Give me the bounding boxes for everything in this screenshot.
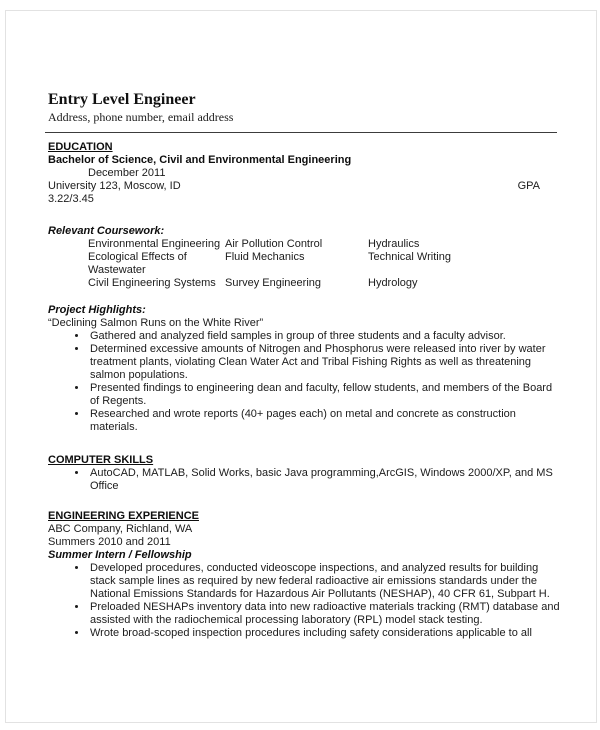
company-line: ABC Company, Richland, WA [48,523,193,535]
coursework-item: Technical Writing [368,251,451,263]
school-name: University 123, Moscow, ID [48,180,181,192]
bullet-item: • Determined excessive amounts of Nitrogen and Phosphorus were released into river by water treatment plants, violating Clean Water Act and Tribal Fishing Rights as well as threatening salmon populations. [88,343,560,382]
coursework-item: Fluid Mechanics [225,251,305,263]
bullet-item: • Presented findings to engineering dean and faculty, fellow students, and members of the Board of Regents. [88,382,560,408]
resume-title: Entry Level Engineer [48,91,196,108]
coursework-row [48,277,560,290]
project-title: “Declining Salmon Runs on the White River” [48,317,264,329]
section-projects [48,304,560,434]
section-computer-skills [48,454,560,493]
coursework-row [48,251,560,277]
section-education [48,141,560,206]
resume-document [48,0,560,640]
computer-skills-heading: COMPUTER SKILLS [48,454,154,466]
coursework-item: Environmental Engineering [88,238,221,250]
experience-heading: ENGINEERING EXPERIENCE [48,510,199,522]
school-line [48,180,560,193]
coursework-item: Hydrology [368,277,418,289]
section-coursework [48,225,560,290]
education-heading: EDUCATION [48,141,113,153]
bullet-item: • Researched and wrote reports (40+ pages each) on metal and concrete as construction materials. [88,408,560,434]
header-divider [45,132,557,133]
bullet-item: • Preloaded NESHAPs inventory data into new radioactive materials tracking (RMT) database and assisted with the radiochemical processing laboratory (RPL) model stack testing. [88,601,560,627]
coursework-item: Air Pollution Control [225,238,323,250]
gpa-label: GPA [517,180,540,192]
dates-line: Summers 2010 and 2011 [48,536,171,548]
coursework-item: Survey Engineering [225,277,322,289]
bullet-item: • Developed procedures, conducted videoscope inspections, and analyzed results for building stack sample lines as required by new federal radioactive air emissions standards under the National Emissions Standards for Hazardous Air Pollutants (NESHAP), 40 CFR 61, Subpart H. [88,562,560,601]
project-bullet-list [48,330,560,434]
coursework-item: Civil Engineering Systems [88,277,216,289]
graduation-date: December 2011 [88,167,166,179]
coursework-heading: Relevant Coursework: [48,225,165,237]
role-line: Summer Intern / Fellowship [48,549,192,561]
section-experience [48,510,560,640]
coursework-item: Hydraulics [368,238,420,250]
bullet-item: • Gathered and analyzed field samples in group of three students and a faculty advisor. [88,330,560,343]
contact-line: Address, phone number, email address [48,110,234,124]
coursework-grid [48,238,560,290]
bullet-item: • Wrote broad-scoped inspection procedures including safety considerations applicable to all [88,627,560,640]
projects-heading: Project Highlights: [48,304,146,316]
resume-header [48,90,560,133]
gpa-value: 3.22/3.45 [48,193,94,205]
coursework-row [48,238,560,251]
coursework-item: Ecological Effects of Wastewater [88,251,187,276]
bullet-item: • AutoCAD, MATLAB, Solid Works, basic Java programming,ArcGIS, Windows 2000/XP, and MS Office [88,467,560,493]
skills-bullet-list [48,467,560,493]
experience-bullet-list [48,562,560,640]
degree-line: Bachelor of Science, Civil and Environmental Engineering [48,154,352,166]
